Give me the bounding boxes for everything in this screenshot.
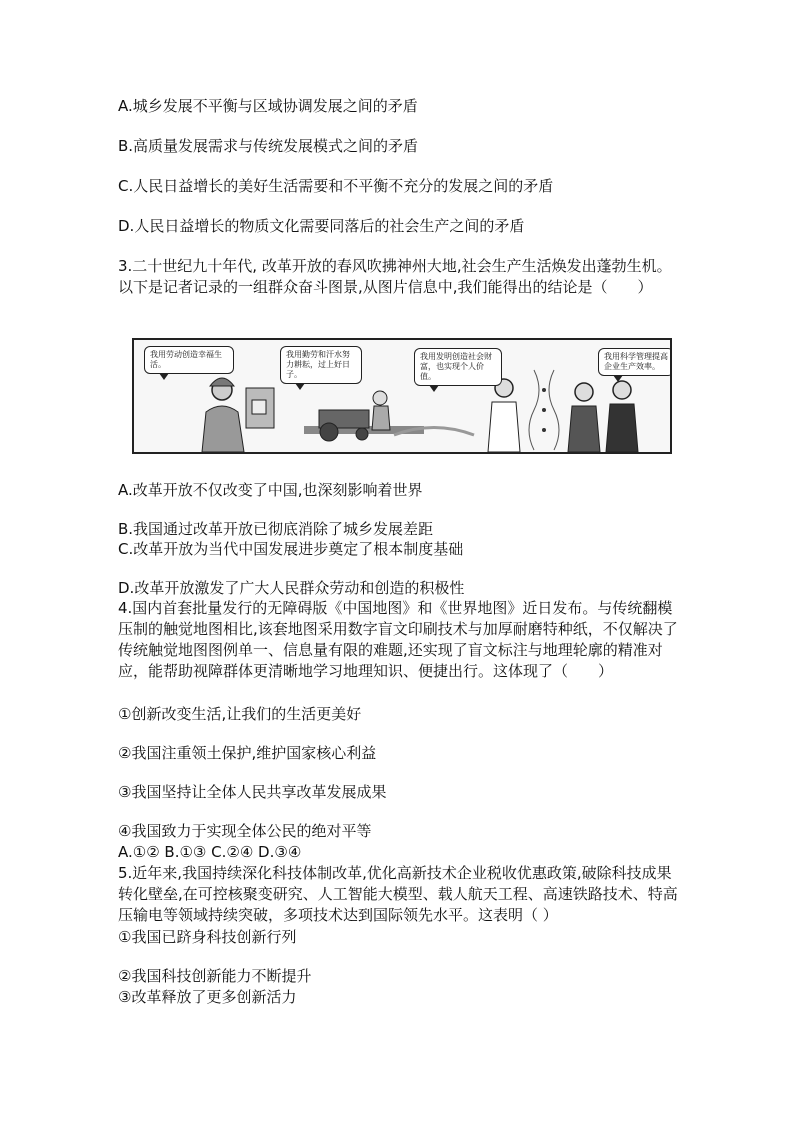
q5-item-2: ②我国科技创新能力不断提升 [118,967,312,985]
q5-item-3: ③改革释放了更多创新活力 [118,988,297,1006]
bubble-scientist: 我用发明创造社会财富，也实现个人价值。 [414,348,502,386]
q3-option-a: A.改革开放不仅改变了中国,也深刻影响着世界 [118,481,423,499]
q4-item-1: ①创新改变生活,让我们的生活更美好 [118,705,362,723]
q4-stem: 4.国内首套批量发行的无障碍版《中国地图》和《世界地图》近日发布。与传统翻模压制的触觉地图相比,该套地图采用数字盲文印刷技术与加厚耐磨特种纸，不仅解决了传统触觉地图图例单一、信息量有限的难题,还实现了盲文标注与地理轮廓的精准对应，能帮助视障群体更清晰地学习地理知识、便捷出行。这体现了（ ） [118,599,678,680]
q3-option-b: B.我国通过改革开放已彻底消除了城乡发展差距 [118,520,434,538]
bubble-manager: 我用科学管理提高企业生产效率。 [598,348,672,376]
q5-stem: 5.近年来,我国持续深化科技体制改革,优化高新技术企业税收优惠政策,破除科技成果转化壁垒,在可控核聚变研究、人工智能大模型、载人航天工程、高速铁路技术、特高压输电等领域持续突破，多项技术达到国际领先水平。这表明（ ） [118,864,678,924]
q3-stem: 3.二十世纪九十年代, 改革开放的春风吹拂神州大地,社会生产生活焕发出蓬勃生机。以下是记者记录的一组群众奋斗图景,从图片信息中,我们能得出的结论是（ ） [118,257,672,296]
q5-item-1: ①我国已跻身科技创新行列 [118,928,297,946]
bubble-worker: 我用劳动创造幸福生活。 [144,346,234,374]
q4-item-3: ③我国坚持让全体人民共享改革发展成果 [118,783,387,801]
q4-choices: A.①② B.①③ C.②④ D.③④ [118,843,302,861]
q2-option-a: A.城乡发展不平衡与区域协调发展之间的矛盾 [118,97,418,115]
bubble-farmer: 我用勤劳和汗水努力耕耘，过上好日子。 [280,346,362,384]
q2-option-b: B.高质量发展需求与传统发展模式之间的矛盾 [118,137,419,155]
q3-option-c: C.改革开放为当代中国发展进步奠定了根本制度基础 [118,540,464,558]
q2-option-d: D.人民日益增长的物质文化需要同落后的社会生产之间的矛盾 [118,217,525,235]
manager-figure [568,381,638,452]
worker-figure [202,378,274,452]
q4-item-4: ④我国致力于实现全体公民的绝对平等 [118,822,372,840]
farmer-figure [304,391,474,441]
q2-option-c: C.人民日益增长的美好生活需要和不平衡不充分的发展之间的矛盾 [118,177,554,195]
q3-illustration [132,338,672,454]
q3-option-d: D.改革开放激发了广大人民群众劳动和创造的积极性 [118,579,465,597]
q4-item-2: ②我国注重领土保护,维护国家核心利益 [118,744,377,762]
